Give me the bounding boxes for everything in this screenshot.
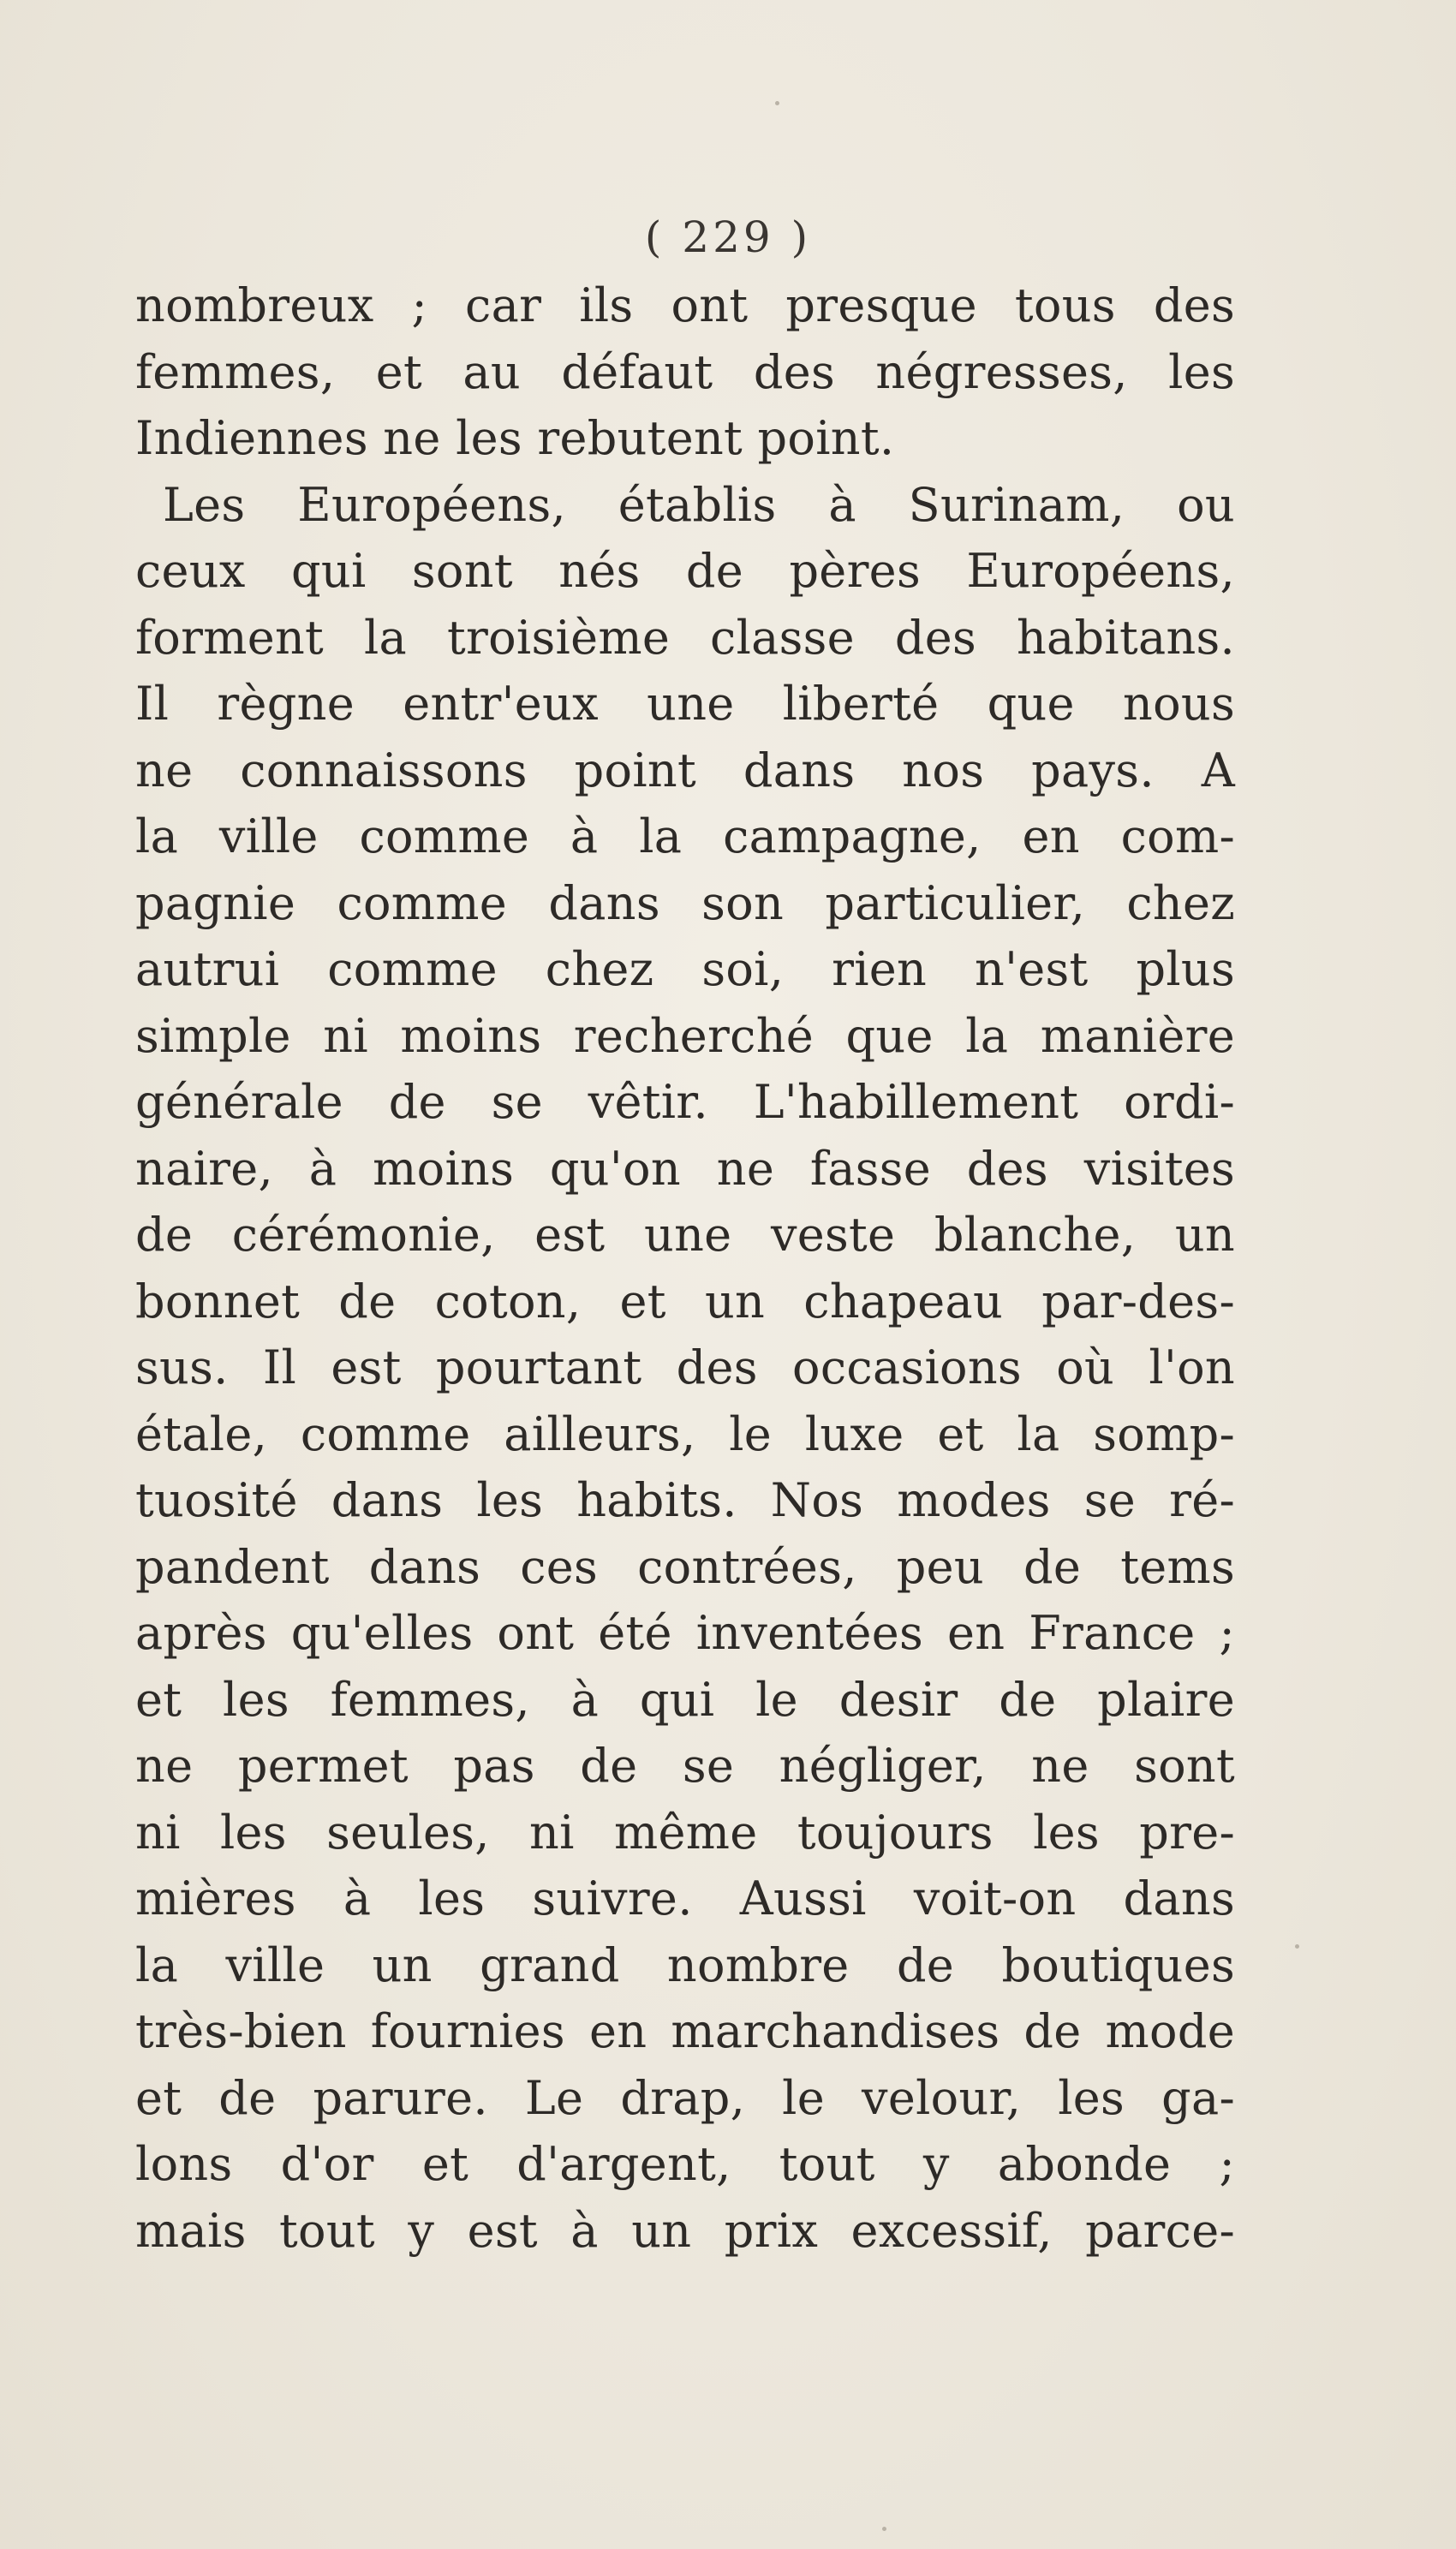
text-line: ne permet pas de se négliger, ne sont <box>135 1739 1235 1793</box>
text-line: pandent dans ces contrées, peu de tems <box>135 1539 1235 1594</box>
text-line: naire, à moins qu'on ne fasse des visites <box>135 1141 1235 1196</box>
text-line: la ville comme à la campagne, en com- <box>135 809 1235 863</box>
text-line: tuosité dans les habits. Nos modes se ré- <box>135 1473 1235 1527</box>
text-line: ceux qui sont nés de pères Européens, <box>135 544 1235 598</box>
text-line: autrui comme chez soi, rien n'est plus <box>135 942 1235 996</box>
paper-speck <box>775 101 779 105</box>
text-line: étale, comme ailleurs, le luxe et la somp- <box>135 1406 1235 1461</box>
text-line: femmes, et au défaut des négresses, les <box>135 344 1235 399</box>
text-line: lons d'or et d'argent, tout y abonde ; <box>135 2137 1235 2191</box>
text-line: après qu'elles ont été inventées en France ; <box>135 1606 1235 1660</box>
text-line: générale de se vêtir. L'habillement ordi- <box>135 1075 1235 1129</box>
text-line: mais tout y est à un prix excessif, parce- <box>135 2203 1235 2258</box>
text-line: bonnet de coton, et un chapeau par-des- <box>135 1274 1235 1328</box>
text-line: ne connaissons point dans nos pays. A <box>135 743 1235 797</box>
text-line: simple ni moins recherché que la manière <box>135 1008 1235 1063</box>
text-line: Indiennes ne les rebutent point. <box>135 411 895 465</box>
text-line: pagnie comme dans son particulier, chez <box>135 875 1235 930</box>
text-line: de cérémonie, est une veste blanche, un <box>135 1208 1235 1262</box>
text-line: forment la troisième classe des habitans. <box>135 610 1235 665</box>
text-line: Il règne entr'eux une liberté que nous <box>135 677 1235 731</box>
text-line: Les Européens, établis à Surinam, ou <box>163 477 1235 532</box>
text-line: mières à les suivre. Aussi voit-on dans <box>135 1871 1235 1925</box>
paper-speck <box>882 2527 886 2531</box>
text-line: nombreux ; car ils ont presque tous des <box>135 278 1235 332</box>
text-line: et de parure. Le drap, le velour, les ga- <box>135 2070 1235 2125</box>
body-text <box>135 272 1235 2264</box>
text-line: sus. Il est pourtant des occasions où l'on <box>135 1340 1235 1394</box>
text-line: et les femmes, à qui le desir de plaire <box>135 1672 1235 1727</box>
text-line: la ville un grand nombre de boutiques <box>135 1937 1235 1992</box>
paper-speck <box>1295 1944 1299 1949</box>
text-line: très-bien fournies en marchandises de mode <box>135 2004 1235 2058</box>
page-number: ( 229 ) <box>644 212 812 262</box>
text-line: ni les seules, ni même toujours les pre- <box>135 1805 1235 1860</box>
